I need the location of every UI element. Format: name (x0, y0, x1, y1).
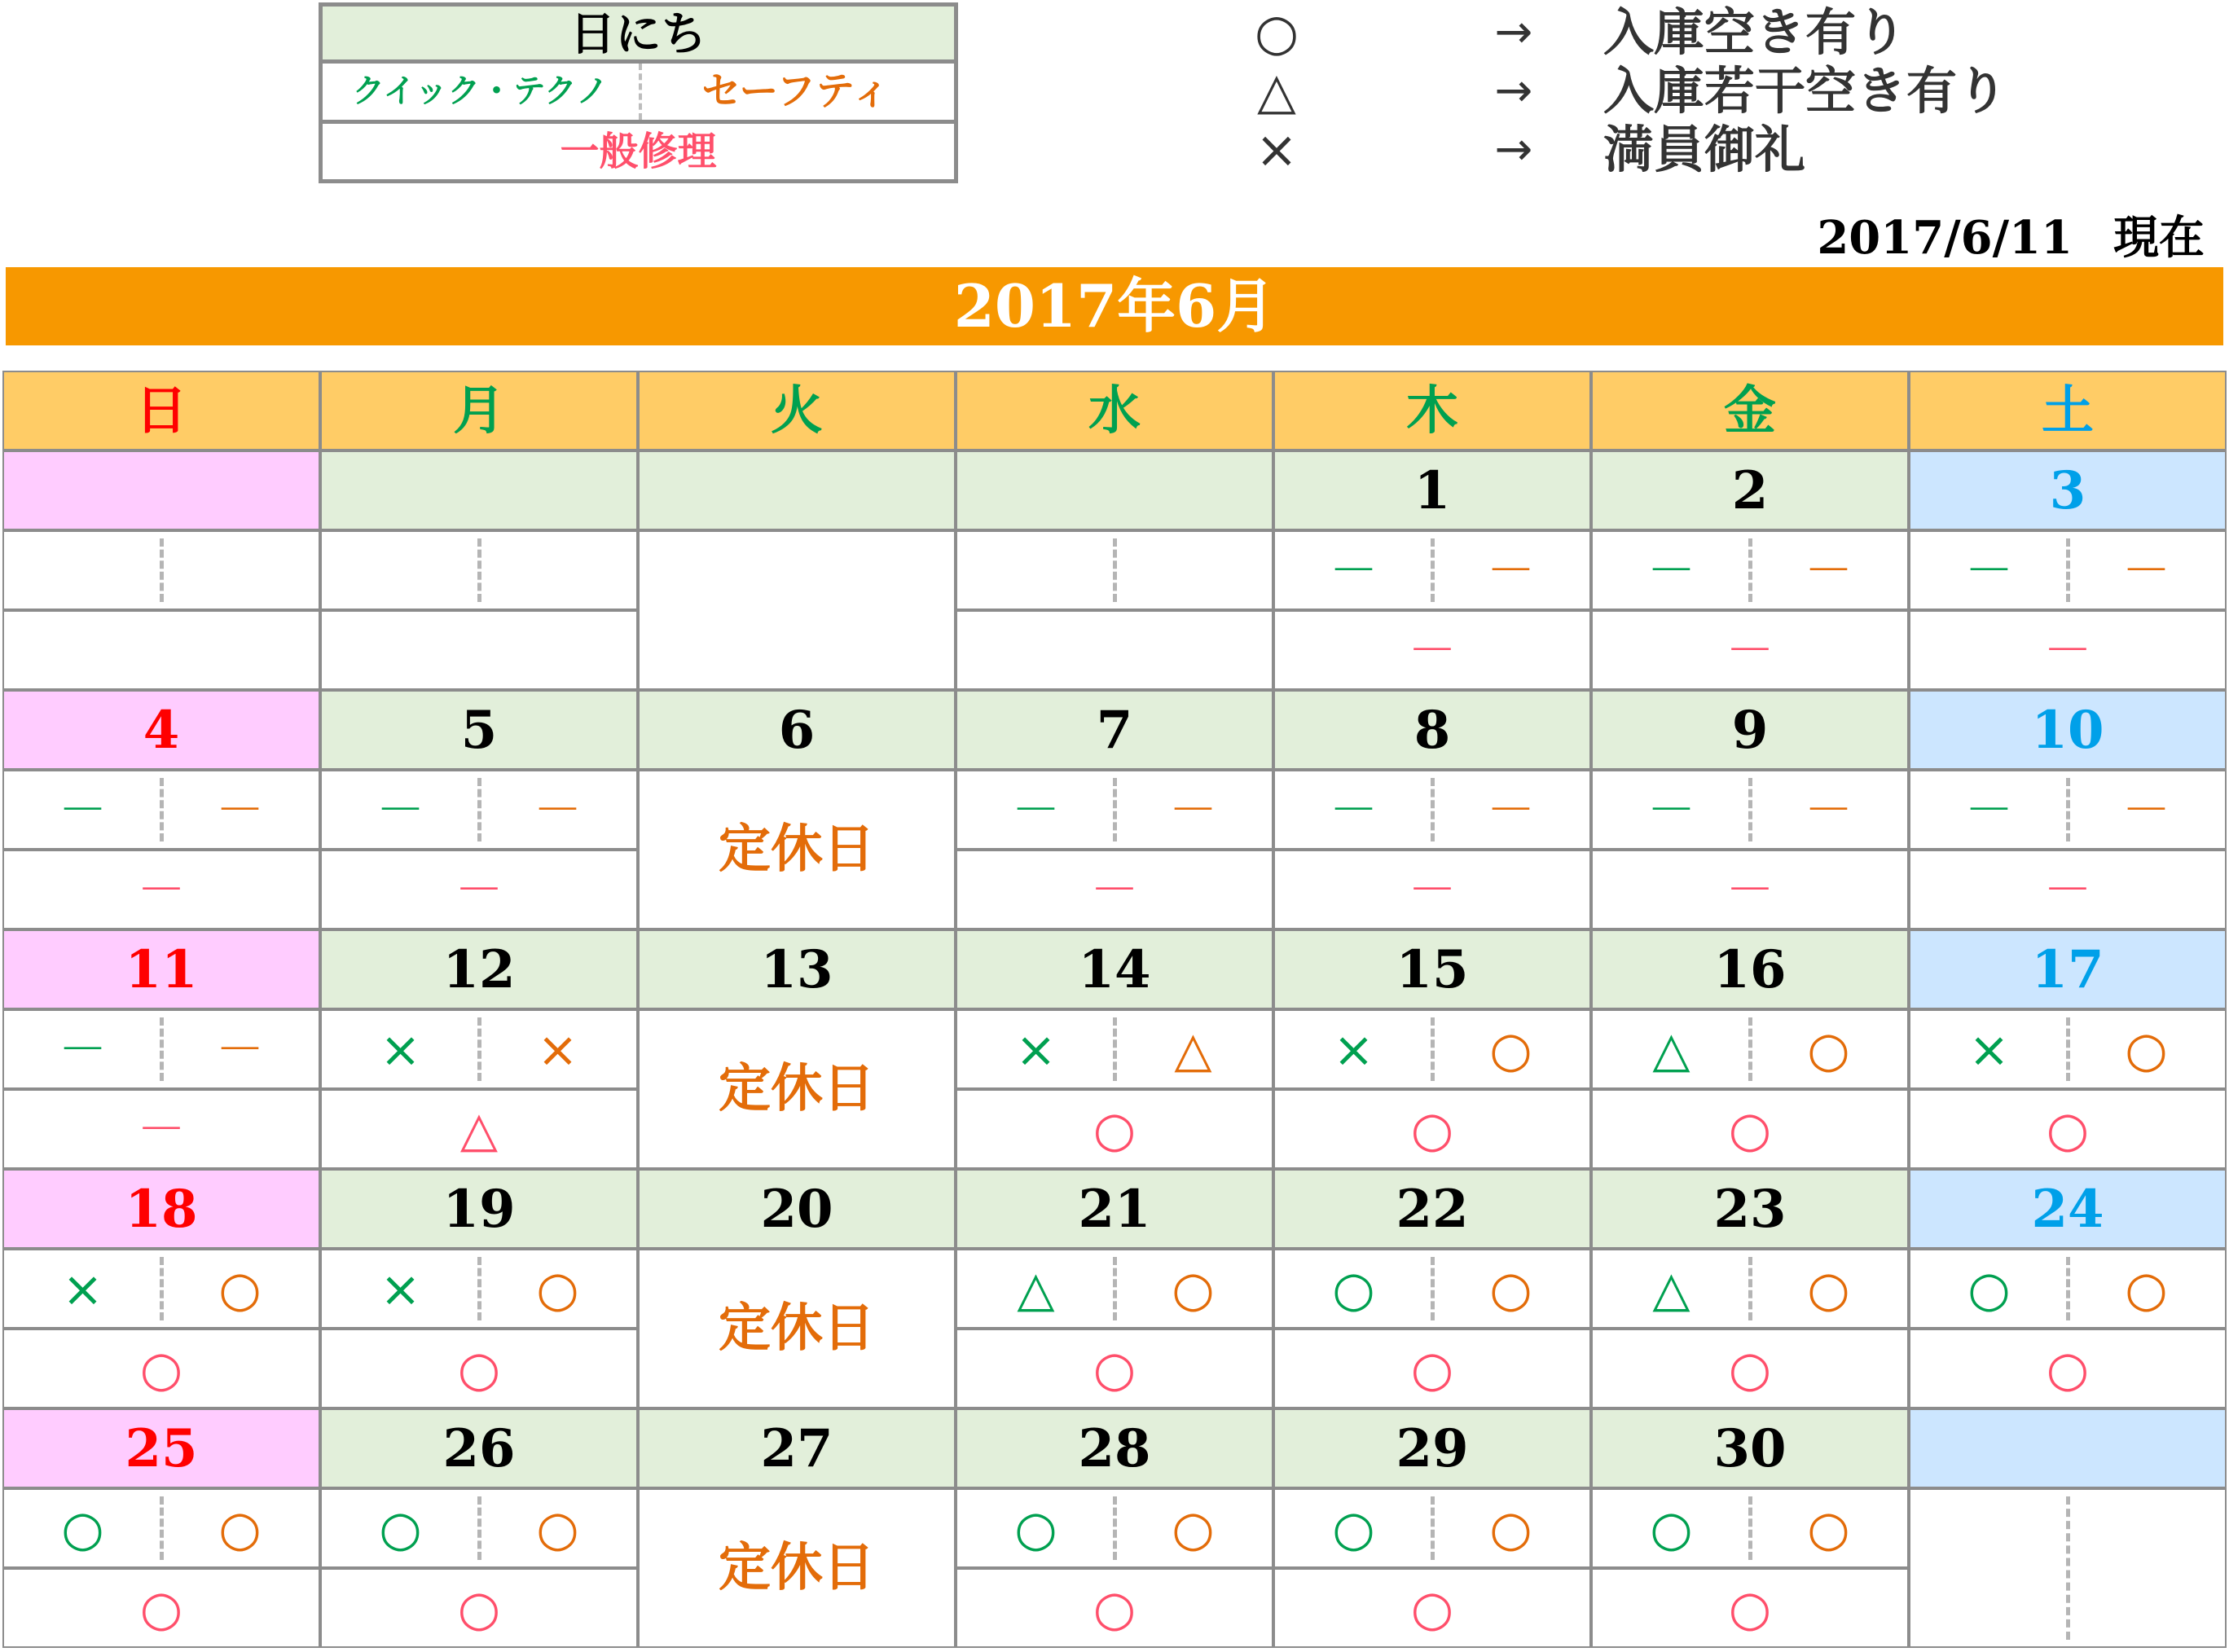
safety-status: － (215, 782, 265, 839)
general-repair-status: ○ (956, 1089, 1273, 1169)
general-repair-status: ○ (1909, 1329, 2227, 1408)
safety-status: ○ (1172, 1500, 1215, 1558)
quick-techno-status (322, 532, 479, 609)
safety-status: ○ (536, 1261, 579, 1318)
quick-techno-status: － (1646, 782, 1696, 839)
closed-day-cell: 定休日 (638, 1488, 956, 1648)
quick-techno-status: △ (1652, 1261, 1690, 1318)
general-repair-status: ○ (956, 1329, 1273, 1408)
date-cell: 28 (956, 1408, 1273, 1488)
safety-status: － (1486, 782, 1536, 839)
quick-techno-status: ○ (61, 1500, 104, 1558)
availability-top-row (1273, 530, 1591, 610)
safety-status: ○ (1172, 1261, 1215, 1318)
closed-day-cell: 定休日 (638, 1249, 956, 1408)
availability-top-row (956, 1249, 1273, 1329)
date-cell (320, 450, 638, 530)
weekday-header-wed: 水 (956, 371, 1273, 450)
quick-techno-status: － (1646, 543, 1696, 600)
date-cell (1909, 1408, 2227, 1488)
availability-top-row (320, 1009, 638, 1089)
quick-techno-status: × (380, 1261, 421, 1318)
general-repair-status: － (2, 1089, 320, 1169)
quick-techno-status: － (1964, 782, 2014, 839)
safety-status: － (1804, 543, 1853, 600)
as-of-date-value: 2017/6/11 (1817, 211, 2073, 265)
general-repair-status: － (1273, 610, 1591, 690)
quick-techno-status (4, 532, 161, 609)
availability-top-row (1909, 530, 2227, 610)
general-repair-status: － (1273, 850, 1591, 929)
availability-top-row (956, 1009, 1273, 1089)
general-repair-status (320, 610, 638, 690)
quick-techno-status: ○ (1967, 1261, 2011, 1318)
date-cell: 7 (956, 690, 1273, 770)
availability-top-row (2, 530, 320, 610)
safety-status (161, 532, 319, 609)
legend-box (319, 2, 958, 183)
quick-techno-status: － (58, 782, 108, 839)
date-cell: 9 (1591, 690, 1909, 770)
weekday-header-tue: 火 (638, 371, 956, 450)
date-cell: 1 (1273, 450, 1591, 530)
availability-top-row (1591, 770, 1909, 850)
month-title: 2017年6月 (6, 267, 2223, 345)
availability-top-row (1909, 1488, 2227, 1648)
closed-day-cell: 定休日 (638, 770, 956, 929)
safety-status: ○ (1807, 1022, 1850, 1079)
availability-top-row (320, 530, 638, 610)
quick-techno-status: × (380, 1022, 421, 1079)
general-repair-status: ○ (320, 1329, 638, 1408)
safety-status: ○ (1807, 1261, 1850, 1318)
safety-status: ○ (218, 1500, 262, 1558)
quick-techno-status: － (1011, 782, 1061, 839)
quick-techno-status: ○ (379, 1500, 422, 1558)
date-cell: 25 (2, 1408, 320, 1488)
date-cell: 27 (638, 1408, 956, 1488)
key-arrow-icon: → (1494, 6, 1533, 59)
safety-status (479, 532, 636, 609)
date-cell: 5 (320, 690, 638, 770)
legend-quick-techno: クイック・テクノ (323, 64, 642, 120)
quick-techno-status: × (62, 1261, 103, 1318)
safety-status: ○ (1489, 1022, 1532, 1079)
general-repair-status: － (1591, 610, 1909, 690)
general-repair-status: ○ (1591, 1089, 1909, 1169)
date-cell: 19 (320, 1169, 638, 1249)
general-repair-status: － (2, 850, 320, 929)
date-cell: 3 (1909, 450, 2227, 530)
as-of-date (1817, 202, 2205, 267)
availability-top-row (2, 1009, 320, 1089)
safety-status: － (1486, 543, 1536, 600)
availability-top-row (1591, 1249, 1909, 1329)
closed-day-cell (638, 530, 956, 690)
general-repair-status: ○ (1591, 1329, 1909, 1408)
quick-techno-status: － (1964, 543, 2014, 600)
general-repair-status: － (1909, 610, 2227, 690)
safety-status: － (533, 782, 583, 839)
general-repair-status: － (956, 850, 1273, 929)
date-cell: 22 (1273, 1169, 1591, 1249)
as-of-label: 現在 (2113, 211, 2205, 265)
quick-techno-status: ○ (1014, 1500, 1057, 1558)
availability-top-row (2, 1249, 320, 1329)
general-repair-status: △ (320, 1089, 638, 1169)
weekday-header-thu: 木 (1273, 371, 1591, 450)
date-cell: 18 (2, 1169, 320, 1249)
quick-techno-status: × (1968, 1022, 2010, 1079)
quick-techno-status: × (1015, 1022, 1057, 1079)
general-repair-status (2, 610, 320, 690)
general-repair-status: ○ (1591, 1568, 1909, 1648)
safety-status (1114, 532, 1272, 609)
quick-techno-status: － (1329, 543, 1378, 600)
general-repair-status: ○ (1909, 1089, 2227, 1169)
safety-status: ○ (536, 1500, 579, 1558)
safety-status: ○ (1489, 1261, 1532, 1318)
general-repair-status (956, 610, 1273, 690)
closed-day-cell: 定休日 (638, 1009, 956, 1169)
date-cell (2, 450, 320, 530)
date-cell: 13 (638, 929, 956, 1009)
weekday-header-mon: 月 (320, 371, 638, 450)
availability-top-row (1591, 1488, 1909, 1568)
date-cell: 21 (956, 1169, 1273, 1249)
general-repair-status: － (1909, 850, 2227, 929)
safety-status: × (537, 1022, 578, 1079)
general-repair-status: ○ (956, 1568, 1273, 1648)
quick-techno-status: ○ (1332, 1261, 1375, 1318)
date-cell: 16 (1591, 929, 1909, 1009)
date-cell: 4 (2, 690, 320, 770)
key-meaning-limited: 入庫若干空き有り (1603, 61, 2008, 121)
quick-techno-status (1910, 1490, 2068, 1646)
general-repair-status: ○ (2, 1568, 320, 1648)
safety-status: － (2121, 543, 2171, 600)
key-circle-icon: ○ (1254, 2, 1299, 62)
date-cell: 29 (1273, 1408, 1591, 1488)
general-repair-status: ○ (1273, 1089, 1591, 1169)
date-cell (956, 450, 1273, 530)
key-arrow-icon: → (1494, 64, 1533, 117)
safety-status: △ (1174, 1022, 1212, 1079)
safety-status: ○ (2125, 1022, 2168, 1079)
key-cross-icon: × (1255, 120, 1298, 179)
date-cell: 26 (320, 1408, 638, 1488)
date-cell: 24 (1909, 1169, 2227, 1249)
availability-top-row (1909, 1009, 2227, 1089)
availability-top-row (320, 1249, 638, 1329)
safety-status: － (2121, 782, 2171, 839)
quick-techno-status: △ (1017, 1261, 1055, 1318)
safety-status (2068, 1490, 2225, 1646)
date-cell: 12 (320, 929, 638, 1009)
safety-status: ○ (1489, 1500, 1532, 1558)
quick-techno-status: × (1333, 1022, 1374, 1079)
quick-techno-status (957, 532, 1114, 609)
key-arrow-icon: → (1494, 123, 1533, 176)
legend-safety: セーフティ (701, 68, 891, 114)
availability-top-row (1909, 1249, 2227, 1329)
availability-top-row (1273, 1488, 1591, 1568)
date-cell: 8 (1273, 690, 1591, 770)
availability-top-row (1591, 530, 1909, 610)
general-repair-status: ○ (1273, 1568, 1591, 1648)
availability-top-row (956, 530, 1273, 610)
general-repair-status: ○ (1273, 1329, 1591, 1408)
general-repair-status: ○ (320, 1568, 638, 1648)
weekday-header-fri: 金 (1591, 371, 1909, 450)
legend-title: 日にち (323, 7, 954, 64)
availability-top-row (320, 770, 638, 850)
date-cell: 10 (1909, 690, 2227, 770)
legend-service-row (323, 64, 954, 124)
safety-status: ○ (2125, 1261, 2168, 1318)
date-cell: 11 (2, 929, 320, 1009)
availability-top-row (1591, 1009, 1909, 1089)
date-cell: 15 (1273, 929, 1591, 1009)
date-cell: 17 (1909, 929, 2227, 1009)
safety-status: － (1168, 782, 1218, 839)
availability-top-row (2, 770, 320, 850)
quick-techno-status: ○ (1650, 1500, 1693, 1558)
general-repair-status: － (1591, 850, 1909, 929)
date-cell: 2 (1591, 450, 1909, 530)
general-repair-status: － (320, 850, 638, 929)
key-triangle-icon: △ (1257, 61, 1296, 121)
date-cell: 23 (1591, 1169, 1909, 1249)
availability-top-row (956, 1488, 1273, 1568)
availability-top-row (1909, 770, 2227, 850)
weekday-header-sun: 日 (2, 371, 320, 450)
legend-general-repair: 一般修理 (560, 129, 717, 174)
availability-top-row (1273, 1009, 1591, 1089)
availability-top-row (1273, 1249, 1591, 1329)
key-meaning-full: 満員御礼 (1603, 120, 1806, 179)
date-cell: 20 (638, 1169, 956, 1249)
safety-status: ○ (1807, 1500, 1850, 1558)
availability-top-row (1273, 770, 1591, 850)
quick-techno-status: ○ (1332, 1500, 1375, 1558)
safety-status: ○ (218, 1261, 262, 1318)
availability-top-row (2, 1488, 320, 1568)
weekday-header-sat: 土 (1909, 371, 2227, 450)
date-cell (638, 450, 956, 530)
date-cell: 30 (1591, 1408, 1909, 1488)
quick-techno-status: － (376, 782, 425, 839)
safety-status: － (1804, 782, 1853, 839)
safety-status: － (215, 1022, 265, 1079)
availability-top-row (956, 770, 1273, 850)
availability-top-row (320, 1488, 638, 1568)
date-cell: 14 (956, 929, 1273, 1009)
date-cell: 6 (638, 690, 956, 770)
key-meaning-available: 入庫空き有り (1603, 2, 1907, 62)
general-repair-status: ○ (2, 1329, 320, 1408)
quick-techno-status: － (58, 1022, 108, 1079)
quick-techno-status: － (1329, 782, 1378, 839)
quick-techno-status: △ (1652, 1022, 1690, 1079)
